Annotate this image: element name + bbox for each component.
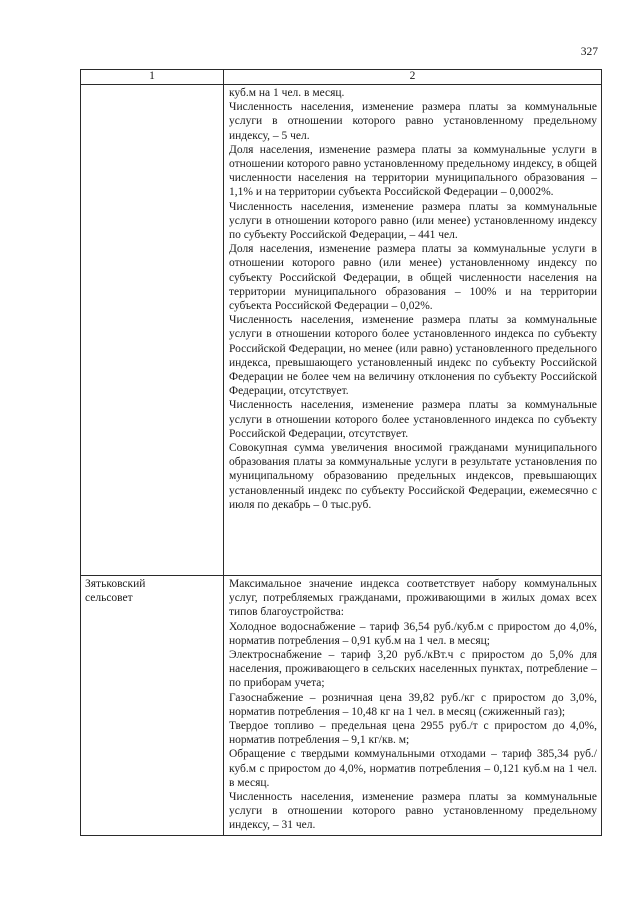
paragraph: Обращение с твердыми коммунальными отходами – тариф 385,34 руб./куб.м с приростом до 4,0%, норматив потребления – 0,121 куб.м на 1 чел. в месяц.	[229, 748, 597, 789]
table-row	[81, 85, 602, 576]
paragraph: куб.м на 1 чел. в месяц.	[229, 87, 345, 99]
paragraph: Численность населения, изменение размера платы за коммунальные услуги в отношении которого более установленного индекса по субъекту Российской Федерации, отсутствует.	[229, 399, 597, 440]
paragraph: Численность населения, изменение размера платы за коммунальные услуги в отношении которого равно установленному предельному индексу, – 5 чел.	[229, 101, 597, 142]
page-number: 327	[580, 46, 598, 58]
paragraph: Холодное водоснабжение – тариф 36,54 руб./куб.м с приростом до 4,0%, норматив потребления – 0,91 куб.м на 1 чел. в месяц;	[229, 620, 597, 647]
municipality-name-line: Зятьковский	[85, 578, 146, 590]
paragraph: Электроснабжение – тариф 3,20 руб./кВт.ч с приростом до 5,0% для населения, проживающего в сельских населенных пунктах, потребление – по приборам учета;	[229, 649, 597, 690]
paragraph: Численность населения, изменение размера платы за коммунальные услуги в отношении которого равно (или менее) установленному индексу по субъекту Российской Федерации, – 441 чел.	[229, 200, 597, 242]
paragraph: Твердое топливо – предельная цена 2955 руб./т с приростом до 4,0%, норматив потребления – 9,1 кг/кв. м;	[229, 720, 597, 747]
table-header-row	[81, 70, 602, 85]
paragraph: Совокупная сумма увеличения вносимой гражданами муниципального образования платы за коммунальные услуги в результате установления по муниципальному образованию предельных индексов, превышающих установленный индекс по субъекту Российской Федерации, ежемесячно с июля по декабрь – 0 тыс.руб.	[229, 442, 597, 511]
paragraph: Численность населения, изменение размера платы за коммунальные услуги в отношении которого более установленного индекса по субъекту Российской Федерации, но менее (или равно) установленного предельного индекса, превышающего установленный индекс по субъекту Российской Федерации не более чем на величину отклонения по субъекту Российской Федерации, отсутствует.	[229, 314, 597, 398]
paragraph: Доля населения, изменение размера платы за коммунальные услуги в отношении которого равно (или менее) установленному индексу по субъекту Российской Федерации, в общей численности населения на территории муниципального образования – 100% и на территории субъекта Российской Федерации – 0,02%.	[229, 243, 597, 313]
paragraph: Численность населения, изменение размера платы за коммунальные услуги в отношении которого равно установленному предельному индексу, – 31 чел.	[229, 791, 597, 832]
municipality-name-line: сельсовет	[85, 592, 133, 605]
municipality-name-cell	[81, 576, 224, 836]
description-cell	[224, 85, 602, 576]
document-table	[80, 69, 602, 836]
paragraph: Максимальное значение индекса соответствует набору коммунальных услуг, потребляемых гражданами, проживающими в жилых домах всех типов благоустройства:	[229, 578, 597, 619]
paragraph: Газоснабжение – розничная цена 39,82 руб./кг с приростом до 3,0%, норматив потребления – 10,48 кг на 1 чел. в месяц (сжиженный газ);	[229, 691, 597, 718]
description-cell	[224, 576, 602, 836]
municipality-name-cell	[81, 85, 224, 576]
column-header-2: 2	[224, 70, 602, 85]
column-header-1: 1	[81, 70, 224, 85]
paragraph: Доля населения, изменение размера платы за коммунальные услуги в отношении которого равно установленному предельному индексу, в общей численности населения на территории муниципального образования – 1,1% и на территории субъекта Российской Федерации – 0,0002%.	[229, 143, 597, 199]
table-row	[81, 576, 602, 836]
